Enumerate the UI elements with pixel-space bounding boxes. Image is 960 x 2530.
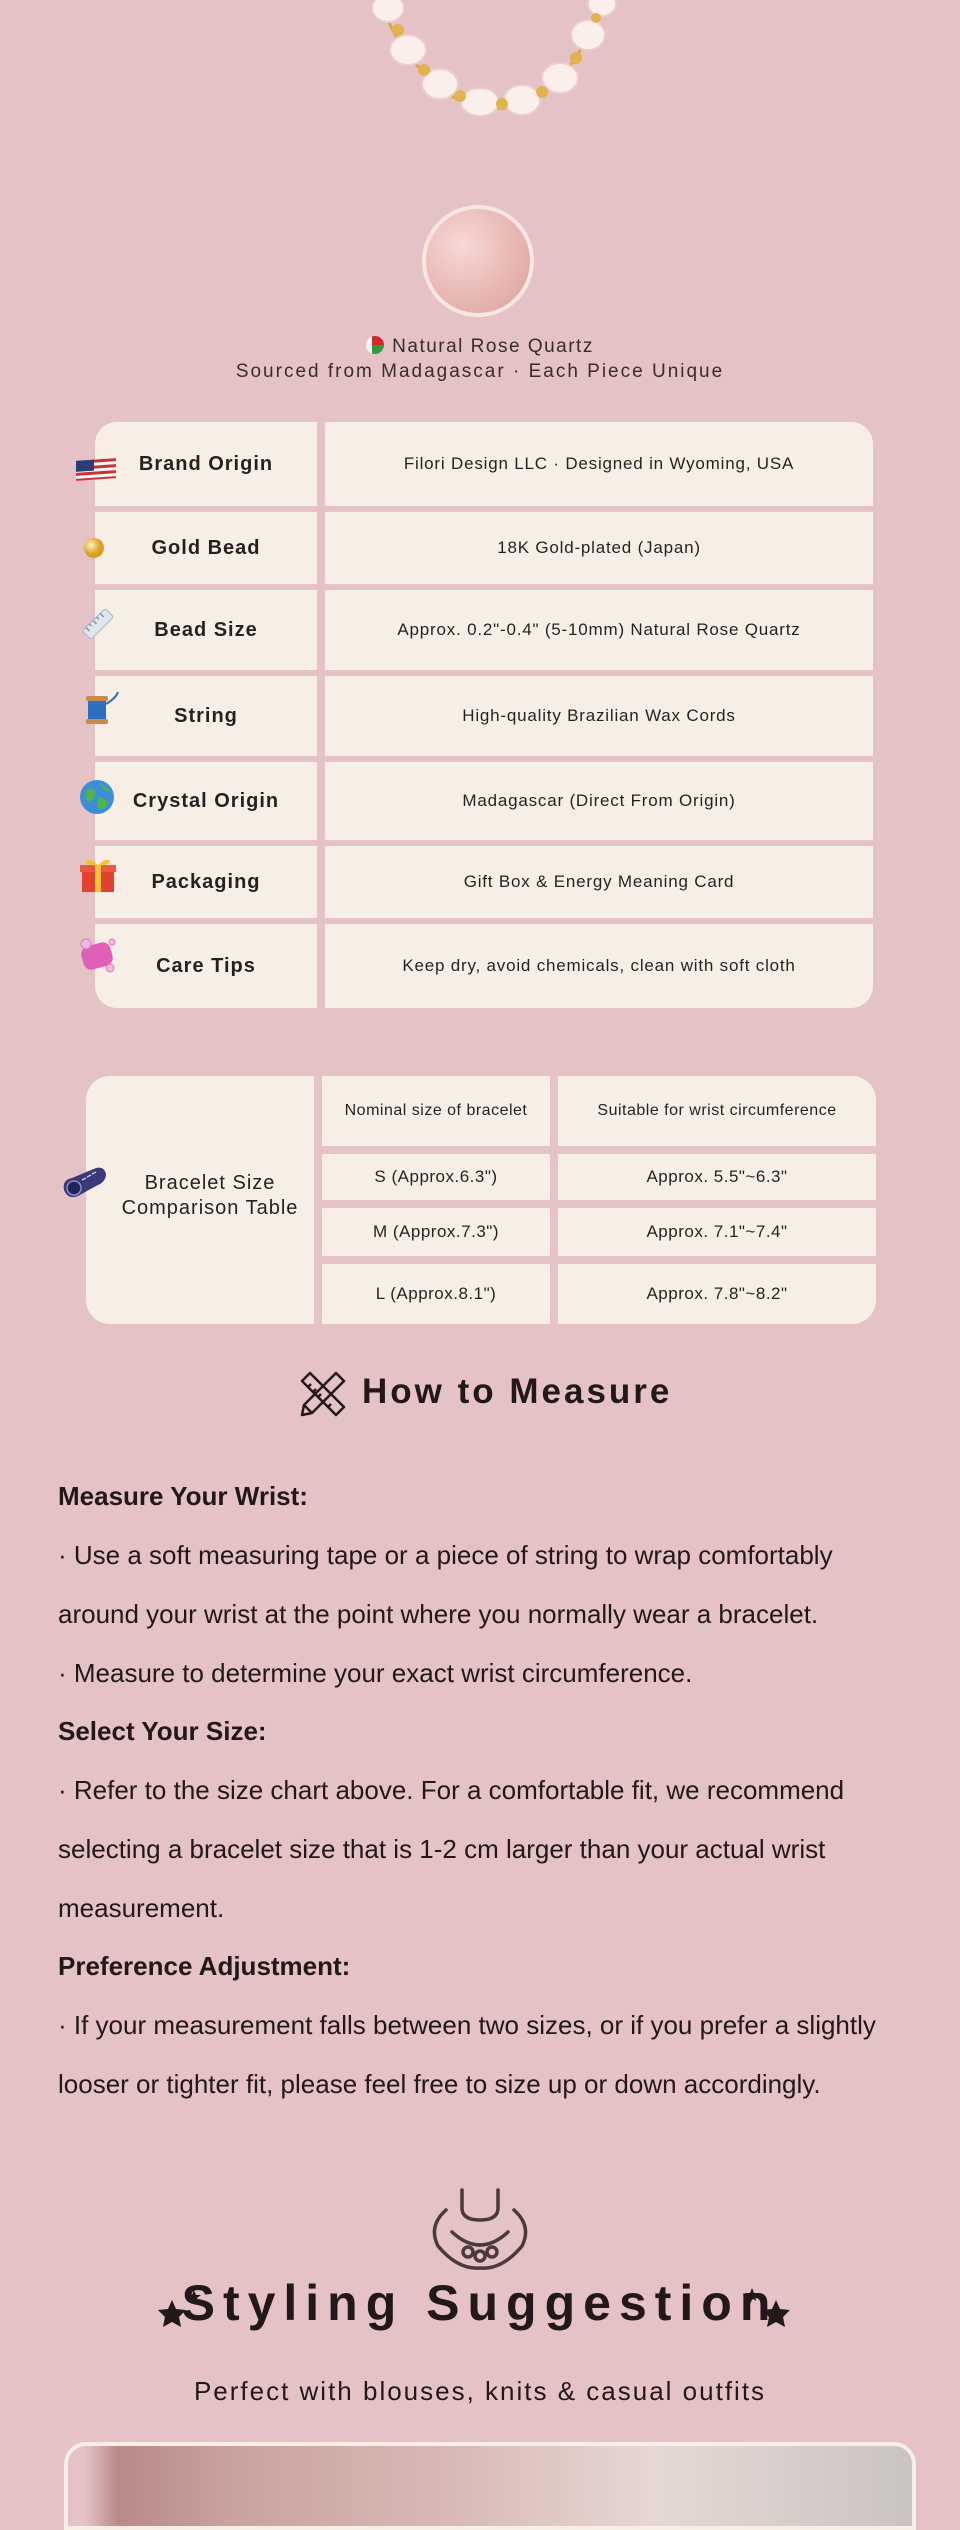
measure-text: selecting a bracelet size that is 1-2 cm larger than your actual wrist: [58, 1834, 826, 1864]
measure-heading: Measure Your Wrist:: [58, 1481, 308, 1511]
spec-value: Filori Design LLC · Designed in Wyoming, USA: [403, 454, 795, 473]
styling-suggestion-title: Styling Suggestion: [181, 2275, 779, 2331]
spec-label: Packaging: [151, 870, 261, 893]
spec-row: [95, 590, 873, 670]
us-flag-icon: [74, 455, 120, 483]
origin-title: [0, 336, 960, 358]
size-table-title: Bracelet Size Comparison Table: [121, 1172, 299, 1219]
gift-icon: [78, 854, 118, 894]
thread-spool-icon: [78, 690, 122, 730]
size-cell: Approx. 7.1"~7.4": [558, 1208, 876, 1256]
measure-text: · Refer to the size chart above. For a comfortable fit, we recommend: [58, 1775, 845, 1805]
spec-label: Crystal Origin: [132, 789, 280, 812]
measure-text: · If your measurement falls between two sizes, or if you prefer a slightly: [58, 2010, 876, 2040]
spec-value: Keep dry, avoid chemicals, clean with soft cloth: [402, 956, 796, 975]
gold-bead-icon: [82, 536, 106, 560]
spec-label: Bead Size: [154, 618, 258, 641]
spec-row: [95, 762, 873, 840]
spec-label: String: [174, 704, 238, 727]
spec-table: [95, 422, 873, 1008]
rose-quartz-stone-image: [422, 205, 534, 317]
measuring-tape-icon: [60, 1160, 110, 1210]
size-cell: Approx. 7.8"~8.2": [558, 1264, 876, 1324]
measure-text: around your wrist at the point where you normally wear a bracelet.: [58, 1599, 819, 1629]
pencil-ruler-icon: [296, 1367, 350, 1421]
size-cell: S (Approx.6.3"): [322, 1154, 550, 1200]
measure-heading: Preference Adjustment:: [58, 1951, 351, 1981]
size-comparison-table: [86, 1076, 876, 1324]
origin-title-text: Natural Rose Quartz: [392, 336, 594, 357]
how-to-measure-title: How to Measure: [362, 1372, 673, 1411]
bracelet-image: [340, 0, 630, 130]
size-cell: Approx. 5.5"~6.3": [558, 1154, 876, 1200]
measure-text: measurement.: [58, 1893, 225, 1923]
spec-row: [95, 846, 873, 918]
spec-row: [95, 512, 873, 584]
spec-label: Care Tips: [156, 954, 256, 977]
spec-row: [95, 676, 873, 756]
spec-value: Gift Box & Energy Meaning Card: [463, 872, 735, 891]
spec-value: High-quality Brazilian Wax Cords: [462, 706, 736, 725]
styling-suggestion-subtitle: Perfect with blouses, knits & casual outfits: [193, 2376, 767, 2406]
size-table-header: Suitable for wrist circumference: [558, 1076, 876, 1146]
globe-icon: [78, 778, 116, 816]
size-cell: L (Approx.8.1"): [322, 1264, 550, 1324]
ruler-icon: [78, 604, 118, 644]
spec-value: Approx. 0.2"-0.4" (5-10mm) Natural Rose Quartz: [397, 620, 801, 639]
soap-icon: [74, 934, 120, 978]
madagascar-flag-icon: [366, 336, 384, 354]
spec-value: 18K Gold-plated (Japan): [497, 538, 701, 557]
spec-label: Gold Bead: [151, 536, 261, 559]
measure-text: looser or tighter fit, please feel free to size up or down accordingly.: [58, 2069, 821, 2099]
size-table-header: Nominal size of bracelet: [322, 1076, 550, 1146]
necklace-icon: [424, 2186, 536, 2272]
measure-heading: Select Your Size:: [58, 1716, 267, 1746]
measure-text: · Use a soft measuring tape or a piece of string to wrap comfortably: [58, 1540, 833, 1570]
spec-label: Brand Origin: [138, 452, 274, 475]
spec-value: Madagascar (Direct From Origin): [462, 791, 736, 810]
spec-row: [95, 924, 873, 1008]
origin-subtitle: Sourced from Madagascar · Each Piece Unique: [235, 361, 725, 382]
measure-text: · Measure to determine your exact wrist circumference.: [58, 1658, 693, 1688]
size-cell: M (Approx.7.3"): [322, 1208, 550, 1256]
spec-row: [95, 422, 873, 506]
model-photo: [64, 2442, 916, 2530]
